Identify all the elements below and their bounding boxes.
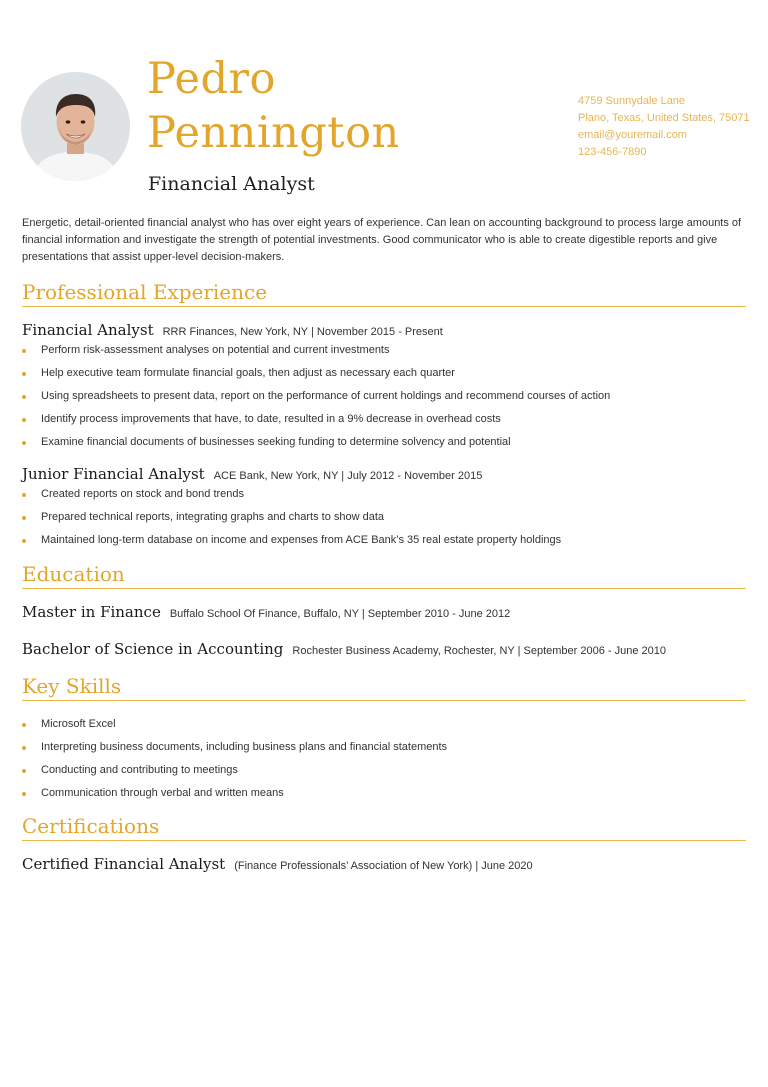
list-item: Help executive team formulate financial goals, then adjust as necessary each quarter [22, 366, 742, 389]
phone-number: 123-456-7890 [578, 146, 647, 158]
skills-list [22, 717, 742, 809]
section-title-skills: Key Skills [22, 673, 746, 701]
list-item: Communication through verbal and written means [22, 786, 742, 809]
certification-meta: (Finance Professionals’ Association of New York) | June 2020 [234, 860, 533, 872]
job-meta: ACE Bank, New York, NY | July 2012 - November 2015 [213, 470, 483, 482]
address-line-2: Plano, Texas, United States, 75071 [578, 112, 750, 124]
education-entry [22, 640, 666, 659]
last-name: Pennington [147, 108, 400, 158]
profile-photo [21, 72, 130, 181]
job-title: Junior Financial Analyst [22, 465, 205, 483]
candidate-name [147, 52, 547, 160]
section-title-certifications: Certifications [22, 813, 746, 841]
degree-title: Bachelor of Science in Accounting [22, 640, 284, 658]
job-role: Financial Analyst [148, 173, 315, 195]
list-item: Examine financial documents of businesses seeking funding to determine solvency and potential [22, 435, 742, 458]
contact-info [578, 93, 763, 161]
summary-text: Energetic, detail-oriented financial analyst who has over eight years of experience. Can lean on accounting background to process large amounts of financial information and investigate the strength of potential investments. Good communicator who is able to create digestible reports and give presentations that assist upper-level decision-makers. [22, 217, 742, 263]
job-title: Financial Analyst [22, 321, 154, 339]
email-link[interactable]: email@youremail.com [578, 129, 687, 141]
degree-meta: Buffalo School Of Finance, Buffalo, NY | September 2010 - June 2012 [169, 608, 511, 620]
job-bullets [22, 487, 742, 556]
list-item: Using spreadsheets to present data, report on the performance of current holdings and recommend courses of action [22, 389, 742, 412]
list-item: Prepared technical reports, integrating graphs and charts to show data [22, 510, 742, 533]
degree-meta: Rochester Business Academy, Rochester, NY | September 2006 - June 2010 [292, 645, 666, 657]
section-title-education: Education [22, 561, 746, 589]
certification-entry [22, 855, 533, 874]
list-item: Perform risk-assessment analyses on potential and current investments [22, 343, 742, 366]
list-item: Created reports on stock and bond trends [22, 487, 742, 510]
education-entry [22, 603, 510, 622]
list-item: Maintained long-term database on income and expenses from ACE Bank’s 35 real estate property holdings [22, 533, 742, 556]
list-item: Identify process improvements that have, to date, resulted in a 9% decrease in overhead costs [22, 412, 742, 435]
list-item: Conducting and contributing to meetings [22, 763, 742, 786]
list-item: Interpreting business documents, including business plans and financial statements [22, 740, 742, 763]
certification-name: Certified Financial Analyst [22, 855, 226, 873]
first-name: Pedro [147, 54, 276, 104]
job-header [22, 465, 482, 484]
job-meta: RRR Finances, New York, NY | November 2015 - Present [162, 326, 443, 338]
job-bullets [22, 343, 742, 458]
degree-title: Master in Finance [22, 603, 161, 621]
list-item: Microsoft Excel [22, 717, 742, 740]
person-portrait-icon [21, 72, 130, 181]
address-line-1: 4759 Sunnydale Lane [578, 95, 686, 107]
section-title-experience: Professional Experience [22, 279, 746, 307]
job-header [22, 321, 443, 340]
